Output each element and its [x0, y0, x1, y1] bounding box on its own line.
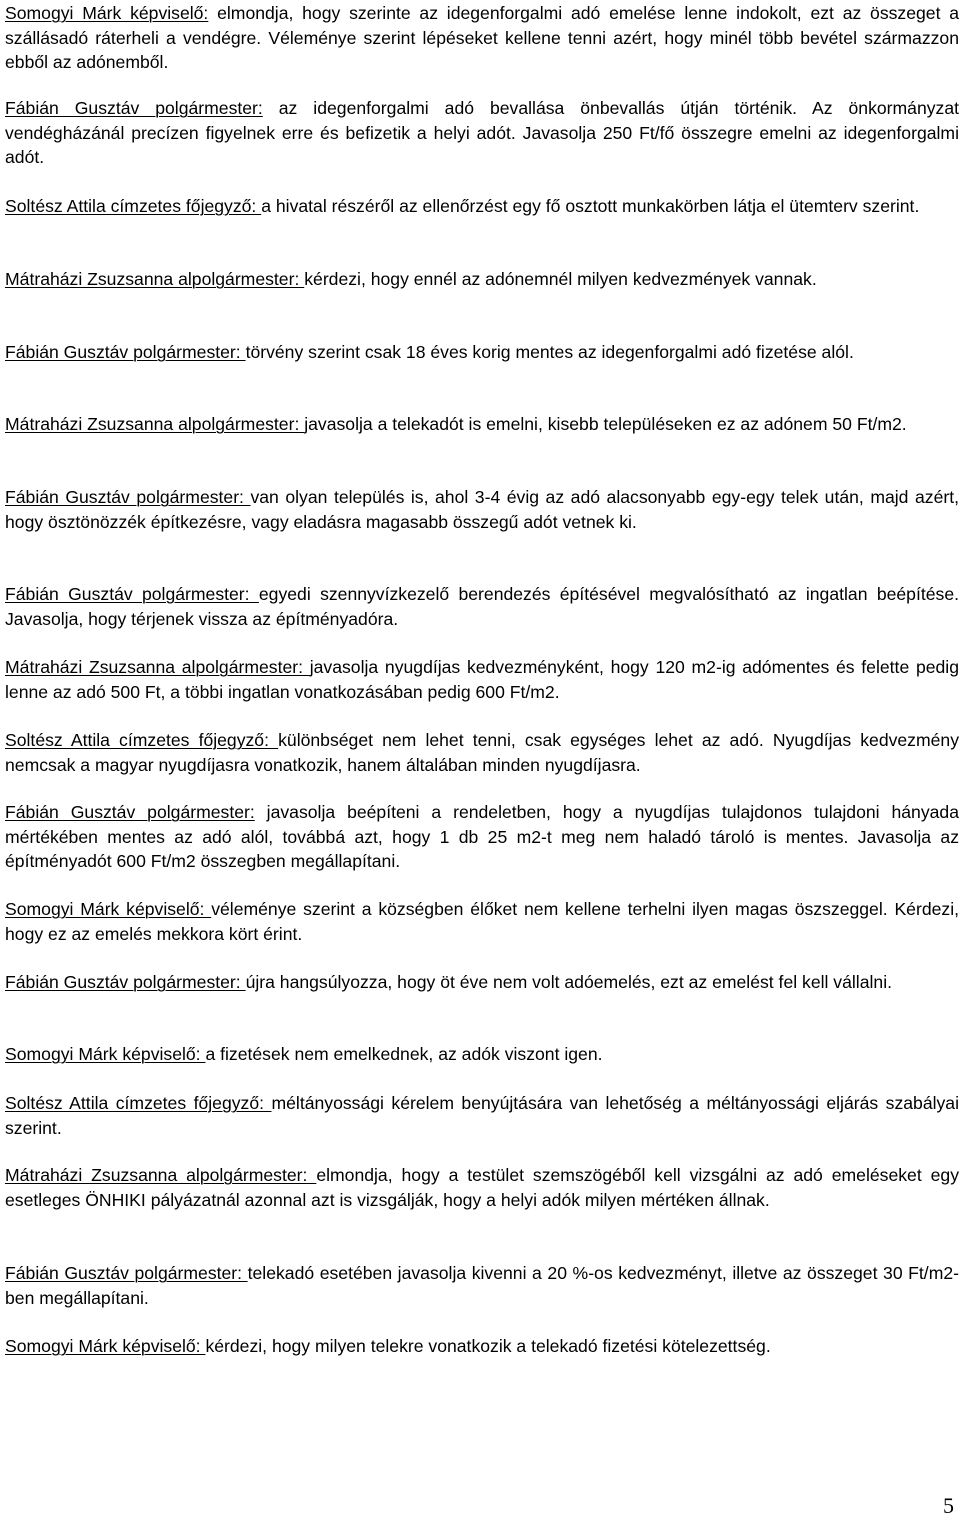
minutes-paragraph	[5, 267, 959, 292]
speaker-name: Somogyi Márk képviselő:	[5, 1336, 206, 1356]
minutes-paragraph	[5, 1163, 959, 1212]
statement-text: újra hangsúlyozza, hogy öt éve nem volt adóemelés, ezt az emelést fel kell vállalni.	[245, 972, 892, 992]
page-number: 5	[943, 1493, 954, 1518]
speaker-name: Mátraházi Zsuzsanna alpolgármester:	[5, 414, 305, 434]
speaker-name: Mátraházi Zsuzsanna alpolgármester:	[5, 657, 310, 677]
statement-text: van olyan település is, ahol 3-4 évig az adó alacsonyabb egy-egy telek után, majd azért, hogy ösztönözzék építkezésre, vagy eladásra magasabb összegű adót vetnek ki.	[5, 487, 959, 532]
speaker-name: Fábián Gusztáv polgármester:	[5, 98, 263, 118]
minutes-paragraph	[5, 194, 959, 219]
speaker-name: Fábián Gusztáv polgármester:	[5, 1263, 248, 1283]
minutes-paragraph	[5, 970, 959, 995]
speaker-name: Fábián Gusztáv polgármester:	[5, 802, 255, 822]
minutes-paragraph	[5, 728, 959, 777]
minutes-paragraph	[5, 1091, 959, 1140]
speaker-name: Fábián Gusztáv polgármester:	[5, 584, 259, 604]
speaker-name: Somogyi Márk képviselő:	[5, 3, 209, 23]
minutes-paragraph	[5, 1042, 959, 1067]
minutes-paragraph	[5, 1334, 959, 1359]
speaker-name: Somogyi Márk képviselő:	[5, 899, 212, 919]
statement-text: elmondja, hogy a testület szemszögéből kell vizsgálni az adó emeléseket egy esetleges ÖNHIKI pályázatnál azonnal azt is vizsgálják, hogy a helyi adók milyen mértéken állnak.	[5, 1165, 959, 1210]
speaker-name: Somogyi Márk képviselő:	[5, 1044, 206, 1064]
statement-text: kérdezi, hogy milyen telekre vonatkozik a telekadó fizetési kötelezettség.	[205, 1336, 771, 1356]
minutes-paragraph	[5, 340, 959, 365]
speaker-name: Mátraházi Zsuzsanna alpolgármester:	[5, 269, 305, 289]
statement-text: telekadó esetében javasolja kivenni a 20 %-os kedvezményt, illetve az összeget 30 Ft/m2-ben megállapítani.	[5, 1263, 959, 1308]
minutes-paragraph	[5, 897, 959, 946]
statement-text: véleménye szerint a községben élőket nem kellene terhelni ilyen magas öszszeggel. Kérdezi, hogy ez az emelés mekkora kört érint.	[5, 899, 959, 944]
statement-text: az idegenforgalmi adó bevallása önbevallás útján történik. Az önkormányzat vendégházánál precízen figyelnek erre és befizetik a helyi adót. Javasolja 250 Ft/fő összegre emelni az idegenforgalmi adót.	[5, 98, 960, 167]
minutes-paragraph	[5, 485, 959, 534]
minutes-paragraph	[5, 96, 959, 170]
statement-text: a fizetések nem emelkednek, az adók viszont igen.	[205, 1044, 603, 1064]
speaker-name: Mátraházi Zsuzsanna alpolgármester:	[5, 1165, 317, 1185]
statement-text: elmondja, hogy szerinte az idegenforgalmi adó emelése lenne indokolt, ezt az összeget a szállásadó ráterheli a vendégre. Véleménye szerint lépéseket kellene tenni azért, hogy minél több bevétel származzon ebből az adónemből.	[5, 3, 960, 72]
speaker-name: Soltész Attila címzetes főjegyző:	[5, 1093, 272, 1113]
statement-text: különbséget nem lehet tenni, csak egységes lehet az adó. Nyugdíjas kedvezmény nemcsak a magyar nyugdíjasra vonatkozik, hanem általában minden nyugdíjasra.	[5, 730, 960, 775]
speaker-name: Soltész Attila címzetes főjegyző:	[5, 196, 262, 216]
speaker-name: Fábián Gusztáv polgármester:	[5, 342, 246, 362]
statement-text: javasolja a telekadót is emelni, kisebb településeken ez az adónem 50 Ft/m2.	[304, 414, 907, 434]
statement-text: javasolja beépíteni a rendeletben, hogy a nyugdíjas tulajdonos tulajdoni hányada mértékében mentes az adó alól, továbbá azt, hogy 1 db 25 m2-t meg nem haladó tároló is mentes. Javasolja az építményadót 600 Ft/m2 összegben megállapítani.	[5, 802, 959, 871]
statement-text: törvény szerint csak 18 éves korig mentes az idegenforgalmi adó fizetése alól.	[245, 342, 854, 362]
speaker-name: Fábián Gusztáv polgármester:	[5, 972, 246, 992]
minutes-paragraph	[5, 1, 959, 75]
minutes-paragraph	[5, 582, 959, 631]
statement-text: méltányossági kérelem benyújtására van lehetőség a méltányossági eljárás szabályai szerint.	[5, 1093, 959, 1138]
minutes-paragraph	[5, 800, 959, 874]
statement-text: egyedi szennyvízkezelő berendezés építésével megvalósítható az ingatlan beépítése. Javasolja, hogy térjenek vissza az építményadóra.	[5, 584, 959, 629]
speaker-name: Fábián Gusztáv polgármester:	[5, 487, 251, 507]
minutes-paragraph	[5, 412, 959, 437]
statement-text: javasolja nyugdíjas kedvezményként, hogy 120 m2-ig adómentes és felette pedig lenne az adó 500 Ft, a többi ingatlan vonatkozásában pedig 600 Ft/m2.	[5, 657, 959, 702]
minutes-paragraph	[5, 1261, 959, 1310]
speaker-name: Soltész Attila címzetes főjegyző:	[5, 730, 279, 750]
statement-text: a hivatal részéről az ellenőrzést egy fő osztott munkakörben látja el ütemterv szerint.	[261, 196, 920, 216]
statement-text: kérdezi, hogy ennél az adónemnél milyen kedvezmények vannak.	[304, 269, 817, 289]
minutes-paragraph	[5, 655, 959, 704]
